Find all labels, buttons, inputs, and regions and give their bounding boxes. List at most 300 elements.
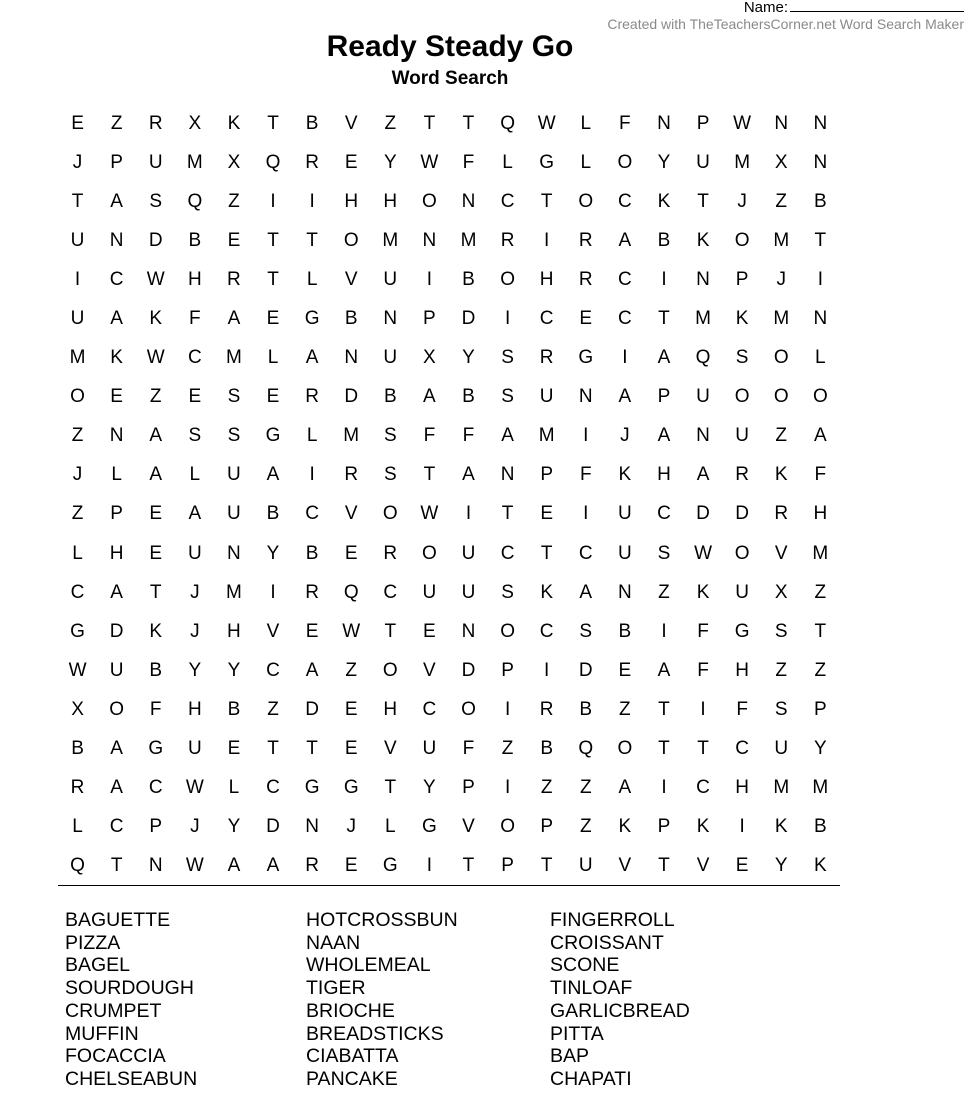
grid-cell: O — [734, 386, 750, 408]
grid-cell: I — [739, 816, 745, 838]
grid-cell: B — [383, 386, 397, 408]
grid-cell: E — [540, 503, 554, 525]
grid-cell: U — [422, 581, 437, 603]
grid-cell: O — [617, 151, 633, 173]
grid-cell: M — [773, 777, 790, 799]
grid-cell: L — [189, 464, 201, 486]
grid-cell: W — [185, 855, 204, 877]
grid-cell: U — [383, 268, 398, 290]
grid-cell: C — [539, 620, 554, 642]
word-list-item: MUFFIN — [65, 1022, 139, 1045]
grid-cell: Q — [695, 347, 711, 369]
grid-cell: T — [267, 738, 279, 760]
grid-cell: G — [422, 816, 437, 838]
word-list-item: BRIOCHE — [306, 999, 395, 1022]
grid-cell: V — [383, 738, 397, 760]
grid-cell: H — [383, 190, 398, 212]
grid-cell: A — [110, 581, 123, 603]
grid-cell: U — [70, 229, 85, 251]
grid-cell: C — [735, 738, 749, 760]
grid-cell: W — [733, 112, 752, 134]
grid-cell: T — [814, 620, 827, 642]
grid-cell: G — [382, 855, 398, 877]
grid-cell: K — [813, 855, 827, 877]
grid-cell: R — [735, 464, 749, 486]
grid-cell: Y — [188, 659, 202, 681]
grid-cell: U — [461, 542, 476, 564]
grid-cell: V — [462, 816, 475, 838]
word-list-item: WHOLEMEAL — [306, 954, 431, 977]
grid-cell: J — [72, 151, 83, 173]
grid-cell: S — [501, 581, 514, 603]
grid-cell: M — [343, 425, 360, 447]
grid-cell: H — [539, 268, 554, 290]
word-list-item: CIABATTA — [306, 1045, 399, 1068]
grid-cell: L — [502, 151, 513, 173]
grid-cell: G — [734, 620, 750, 642]
grid-cell: T — [658, 855, 670, 877]
grid-cell: P — [657, 816, 671, 838]
word-list-column-3 — [550, 909, 690, 1091]
grid-cell: Z — [501, 738, 514, 760]
grid-cell: B — [188, 229, 202, 251]
grid-cell: I — [661, 620, 667, 642]
grid-cell: E — [305, 620, 319, 642]
grid-cell: A — [579, 581, 593, 603]
grid-cell: I — [661, 777, 667, 799]
grid-cell: D — [696, 503, 710, 525]
grid-cell: C — [266, 777, 280, 799]
grid-cell: R — [578, 229, 593, 251]
grid-cell: Q — [500, 112, 515, 134]
grid-cell: A — [110, 190, 123, 212]
grid-cell: U — [617, 503, 632, 525]
grid-cell: Y — [462, 347, 475, 369]
grid-cell: G — [578, 347, 594, 369]
grid-cell: N — [617, 581, 632, 603]
grid-cell: T — [306, 738, 318, 760]
grid-cell: S — [774, 620, 788, 642]
grid-cell: F — [189, 308, 201, 330]
grid-cell: C — [617, 308, 632, 330]
name-blank-line — [790, 0, 964, 12]
grid-cell: N — [109, 425, 124, 447]
grid-cell: Z — [658, 581, 670, 603]
grid-cell: M — [460, 229, 477, 251]
grid-cell: I — [583, 503, 589, 525]
grid-cell: Z — [814, 659, 827, 681]
grid-cell: U — [696, 386, 710, 408]
grid-cell: R — [305, 581, 319, 603]
grid-cell: I — [270, 581, 276, 603]
grid-cell: C — [539, 308, 554, 330]
grid-cell: T — [540, 542, 553, 564]
grid-cell: V — [266, 620, 280, 642]
grid-cell: O — [382, 659, 398, 681]
grid-cell: H — [187, 698, 202, 720]
grid-cell: Q — [578, 738, 594, 760]
word-list-item: NAAN — [306, 931, 361, 954]
grid-cell: T — [462, 112, 475, 134]
grid-cell: E — [344, 698, 358, 720]
word-list-item: PITTA — [550, 1022, 604, 1045]
grid-cell: U — [461, 581, 476, 603]
grid-cell: R — [70, 777, 85, 799]
grid-cell: C — [500, 190, 515, 212]
grid-cell: V — [344, 268, 358, 290]
grid-cell: V — [696, 855, 710, 877]
grid-cell: L — [228, 777, 240, 799]
grid-cell: I — [700, 698, 706, 720]
grid-cell: V — [423, 659, 436, 681]
grid-cell: P — [735, 268, 749, 290]
grid-cell: P — [110, 503, 123, 525]
grid-cell: C — [305, 503, 319, 525]
grid-cell: M — [773, 308, 790, 330]
grid-cell: F — [736, 698, 748, 720]
grid-cell: Z — [814, 581, 827, 603]
grid-cell: A — [227, 308, 241, 330]
grid-cell: N — [461, 190, 476, 212]
grid-cell: Q — [265, 151, 281, 173]
page-subtitle: Word Search — [391, 68, 509, 89]
grid-cell: S — [579, 620, 593, 642]
grid-cell: E — [227, 229, 241, 251]
grid-cell: E — [735, 855, 749, 877]
word-list-item: BAGUETTE — [65, 909, 171, 931]
grid-cell: T — [384, 777, 397, 799]
grid-cell: R — [774, 503, 789, 525]
grid-cell: M — [695, 308, 711, 330]
grid-cell: D — [109, 620, 124, 642]
grid-cell: S — [188, 425, 202, 447]
grid-cell: V — [344, 503, 358, 525]
grid-cell: C — [187, 347, 202, 369]
grid-cell: T — [697, 190, 709, 212]
grid-cell: B — [305, 542, 319, 564]
grid-cell: B — [266, 503, 280, 525]
grid-cell: R — [539, 347, 554, 369]
grid-cell: B — [149, 659, 163, 681]
grid-cell: J — [776, 268, 786, 290]
grid-cell: P — [657, 386, 671, 408]
grid-cell: U — [422, 738, 437, 760]
grid-cell: C — [422, 698, 437, 720]
word-list-column-1 — [65, 909, 197, 1091]
grid-cell: K — [696, 581, 710, 603]
grid-cell: D — [461, 659, 476, 681]
grid-cell: Y — [774, 855, 788, 877]
grid-cell: Z — [345, 659, 357, 681]
grid-cell: E — [149, 542, 163, 564]
grid-cell: T — [540, 190, 553, 212]
grid-cell: M — [382, 229, 399, 251]
grid-cell: L — [72, 542, 83, 564]
word-list-item: BREADSTICKS — [306, 1022, 444, 1045]
grid-cell: S — [774, 698, 788, 720]
word-list-item: PANCAKE — [306, 1067, 398, 1090]
grid-cell: L — [306, 425, 318, 447]
grid-cell: F — [462, 738, 475, 760]
grid-cell: G — [304, 308, 320, 330]
grid-cell: L — [815, 347, 826, 369]
grid-cell: E — [71, 112, 84, 134]
grid-cell: B — [813, 816, 827, 838]
grid-cell: Z — [267, 698, 279, 720]
grid-cell: T — [267, 229, 279, 251]
grid-cell: H — [383, 698, 398, 720]
grid-cell: E — [344, 855, 358, 877]
grid-cell: F — [462, 425, 475, 447]
grid-cell: B — [344, 308, 358, 330]
grid-cell: O — [500, 620, 515, 642]
grid-cell: P — [110, 151, 123, 173]
grid-cell: J — [190, 620, 200, 642]
grid-cell: R — [148, 112, 163, 134]
grid-cell: N — [422, 229, 437, 251]
grid-cell: A — [149, 464, 163, 486]
grid-cell: A — [110, 738, 123, 760]
grid-cell: O — [734, 542, 750, 564]
grid-cell: P — [696, 112, 710, 134]
grid-cell: B — [71, 738, 84, 760]
grid-cell: Z — [775, 190, 788, 212]
grid-cell: M — [812, 542, 829, 564]
grid-cell: M — [226, 347, 242, 369]
grid-cell: S — [657, 542, 671, 564]
grid-cell: M — [734, 151, 751, 173]
grid-cell: K — [618, 816, 632, 838]
grid-cell: R — [305, 855, 319, 877]
word-list-item: BAP — [550, 1045, 590, 1068]
grid-cell: B — [618, 620, 632, 642]
grid-cell: K — [735, 308, 749, 330]
grid-cell: F — [697, 620, 709, 642]
grid-cell: U — [227, 464, 241, 486]
grid-cell: K — [149, 620, 163, 642]
grid-cell: A — [696, 464, 710, 486]
grid-cell: A — [266, 855, 280, 877]
grid-cell: N — [344, 347, 359, 369]
grid-cell: K — [696, 229, 710, 251]
grid-cell: E — [149, 503, 163, 525]
grid-cell: R — [344, 464, 359, 486]
grid-cell: U — [109, 659, 124, 681]
grid-cell: T — [149, 581, 162, 603]
word-list-item: SOURDOUGH — [65, 977, 194, 1000]
grid-cell: K — [540, 581, 554, 603]
grid-cell: X — [423, 347, 436, 369]
grid-cell: K — [696, 816, 710, 838]
grid-cell: O — [422, 190, 437, 212]
grid-cell: D — [461, 308, 476, 330]
grid-cell: U — [735, 581, 749, 603]
grid-cell: O — [343, 229, 359, 251]
grid-cell: P — [462, 777, 475, 799]
grid-cell: Y — [227, 659, 241, 681]
name-label: Name: — [743, 0, 788, 16]
grid-cell: A — [188, 503, 202, 525]
grid-cell: U — [227, 503, 241, 525]
grid-cell: C — [266, 659, 280, 681]
grid-cell: T — [306, 229, 318, 251]
grid-cell: T — [658, 698, 670, 720]
grid-cell: Z — [775, 425, 788, 447]
grid-cell: Q — [343, 581, 359, 603]
grid-cell: A — [813, 425, 827, 447]
grid-cell: I — [270, 190, 276, 212]
grid-divider — [58, 885, 840, 886]
grid-cell: Y — [383, 151, 397, 173]
grid-cell: R — [500, 229, 515, 251]
grid-cell: Z — [149, 386, 162, 408]
word-list-item: PIZZA — [65, 931, 121, 954]
grid-cell: K — [657, 190, 671, 212]
grid-cell: B — [540, 738, 554, 760]
grid-cell: J — [346, 816, 356, 838]
grid-cell: N — [696, 425, 710, 447]
grid-cell: G — [343, 777, 359, 799]
grid-cell: R — [383, 542, 398, 564]
grid-cell: I — [583, 425, 589, 447]
grid-cell: F — [149, 698, 162, 720]
grid-cell: G — [148, 738, 164, 760]
grid-cell: P — [423, 308, 436, 330]
grid-cell: L — [72, 816, 83, 838]
grid-cell: B — [462, 268, 475, 290]
grid-cell: Z — [384, 112, 397, 134]
grid-cell: A — [657, 425, 671, 447]
grid-cell: C — [109, 816, 124, 838]
grid-cell: I — [504, 777, 511, 799]
word-list-item: TIGER — [306, 977, 366, 1000]
grid-cell: A — [110, 308, 123, 330]
word-list-column-2 — [306, 909, 458, 1091]
grid-cell: E — [618, 659, 632, 681]
grid-cell: D — [305, 698, 319, 720]
grid-cell: U — [617, 542, 632, 564]
grid-cell: U — [774, 738, 789, 760]
grid-cell: I — [309, 464, 315, 486]
grid-cell: N — [774, 112, 789, 134]
grid-cell: K — [149, 308, 163, 330]
grid-cell: E — [227, 738, 241, 760]
grid-cell: U — [187, 738, 202, 760]
grid-cell: D — [344, 386, 359, 408]
grid-cell: P — [501, 659, 514, 681]
grid-cell: O — [578, 190, 594, 212]
grid-cell: O — [617, 738, 633, 760]
grid-cell: Y — [423, 777, 436, 799]
grid-cell: A — [305, 347, 319, 369]
grid-cell: T — [658, 308, 670, 330]
grid-cell: N — [696, 268, 710, 290]
grid-cell: I — [661, 268, 667, 290]
grid-cell: O — [812, 386, 828, 408]
grid-cell: H — [109, 542, 124, 564]
grid-cell: E — [344, 151, 358, 173]
grid-cell: A — [266, 464, 280, 486]
grid-cell: T — [267, 268, 279, 290]
grid-cell: J — [72, 464, 83, 486]
grid-cell: R — [227, 268, 241, 290]
grid-cell: D — [266, 816, 280, 838]
grid-cell: E — [344, 738, 358, 760]
grid-cell: Y — [227, 816, 241, 838]
grid-cell: N — [148, 855, 163, 877]
grid-cell: N — [109, 229, 124, 251]
grid-cell: I — [426, 268, 433, 290]
grid-cell: X — [71, 698, 84, 720]
grid-cell: T — [110, 855, 123, 877]
letter-grid — [58, 104, 840, 886]
grid-cell: W — [68, 659, 87, 681]
word-list-item: BAGEL — [65, 954, 131, 977]
grid-cell: A — [149, 425, 163, 447]
grid-cell: T — [501, 503, 514, 525]
grid-cell: H — [344, 190, 359, 212]
grid-cell: G — [70, 620, 85, 642]
grid-cell: N — [813, 308, 828, 330]
grid-cell: R — [305, 151, 319, 173]
grid-cell: U — [148, 151, 163, 173]
grid-cell: T — [423, 112, 436, 134]
grid-cell: S — [383, 425, 397, 447]
grid-cell: A — [462, 464, 475, 486]
grid-cell: W — [342, 620, 361, 642]
grid-cell: U — [187, 542, 202, 564]
grid-cell: E — [110, 386, 123, 408]
grid-cell: R — [578, 268, 593, 290]
grid-cell: C — [70, 581, 85, 603]
grid-cell: H — [735, 777, 749, 799]
grid-cell: Z — [71, 503, 84, 525]
grid-cell: C — [696, 777, 710, 799]
grid-cell: A — [110, 777, 123, 799]
grid-cell: U — [578, 855, 593, 877]
grid-cell: C — [578, 542, 593, 564]
grid-cell: J — [737, 190, 747, 212]
grid-cell: W — [146, 268, 165, 290]
word-list-item: CHELSEABUN — [65, 1067, 198, 1090]
grid-cell: K — [618, 464, 632, 486]
grid-cell: W — [420, 503, 439, 525]
grid-cell: T — [697, 738, 709, 760]
grid-cell: F — [814, 464, 827, 486]
grid-cell: X — [227, 151, 241, 173]
grid-cell: T — [423, 464, 436, 486]
grid-cell: A — [501, 425, 514, 447]
grid-cell: O — [382, 503, 398, 525]
grid-cell: I — [465, 503, 472, 525]
grid-cell: T — [71, 190, 84, 212]
grid-cell: G — [304, 777, 320, 799]
grid-cell: Z — [579, 816, 592, 838]
grid-cell: R — [305, 386, 319, 408]
grid-cell: S — [501, 386, 514, 408]
grid-cell: K — [774, 464, 788, 486]
grid-cell: A — [657, 659, 671, 681]
grid-cell: I — [622, 347, 628, 369]
grid-cell: E — [266, 308, 280, 330]
grid-cell: X — [774, 151, 788, 173]
grid-cell: T — [658, 738, 670, 760]
grid-cell: C — [657, 503, 671, 525]
grid-cell: V — [774, 542, 788, 564]
grid-cell: N — [305, 816, 319, 838]
grid-cell: O — [773, 386, 789, 408]
grid-cell: J — [190, 581, 200, 603]
